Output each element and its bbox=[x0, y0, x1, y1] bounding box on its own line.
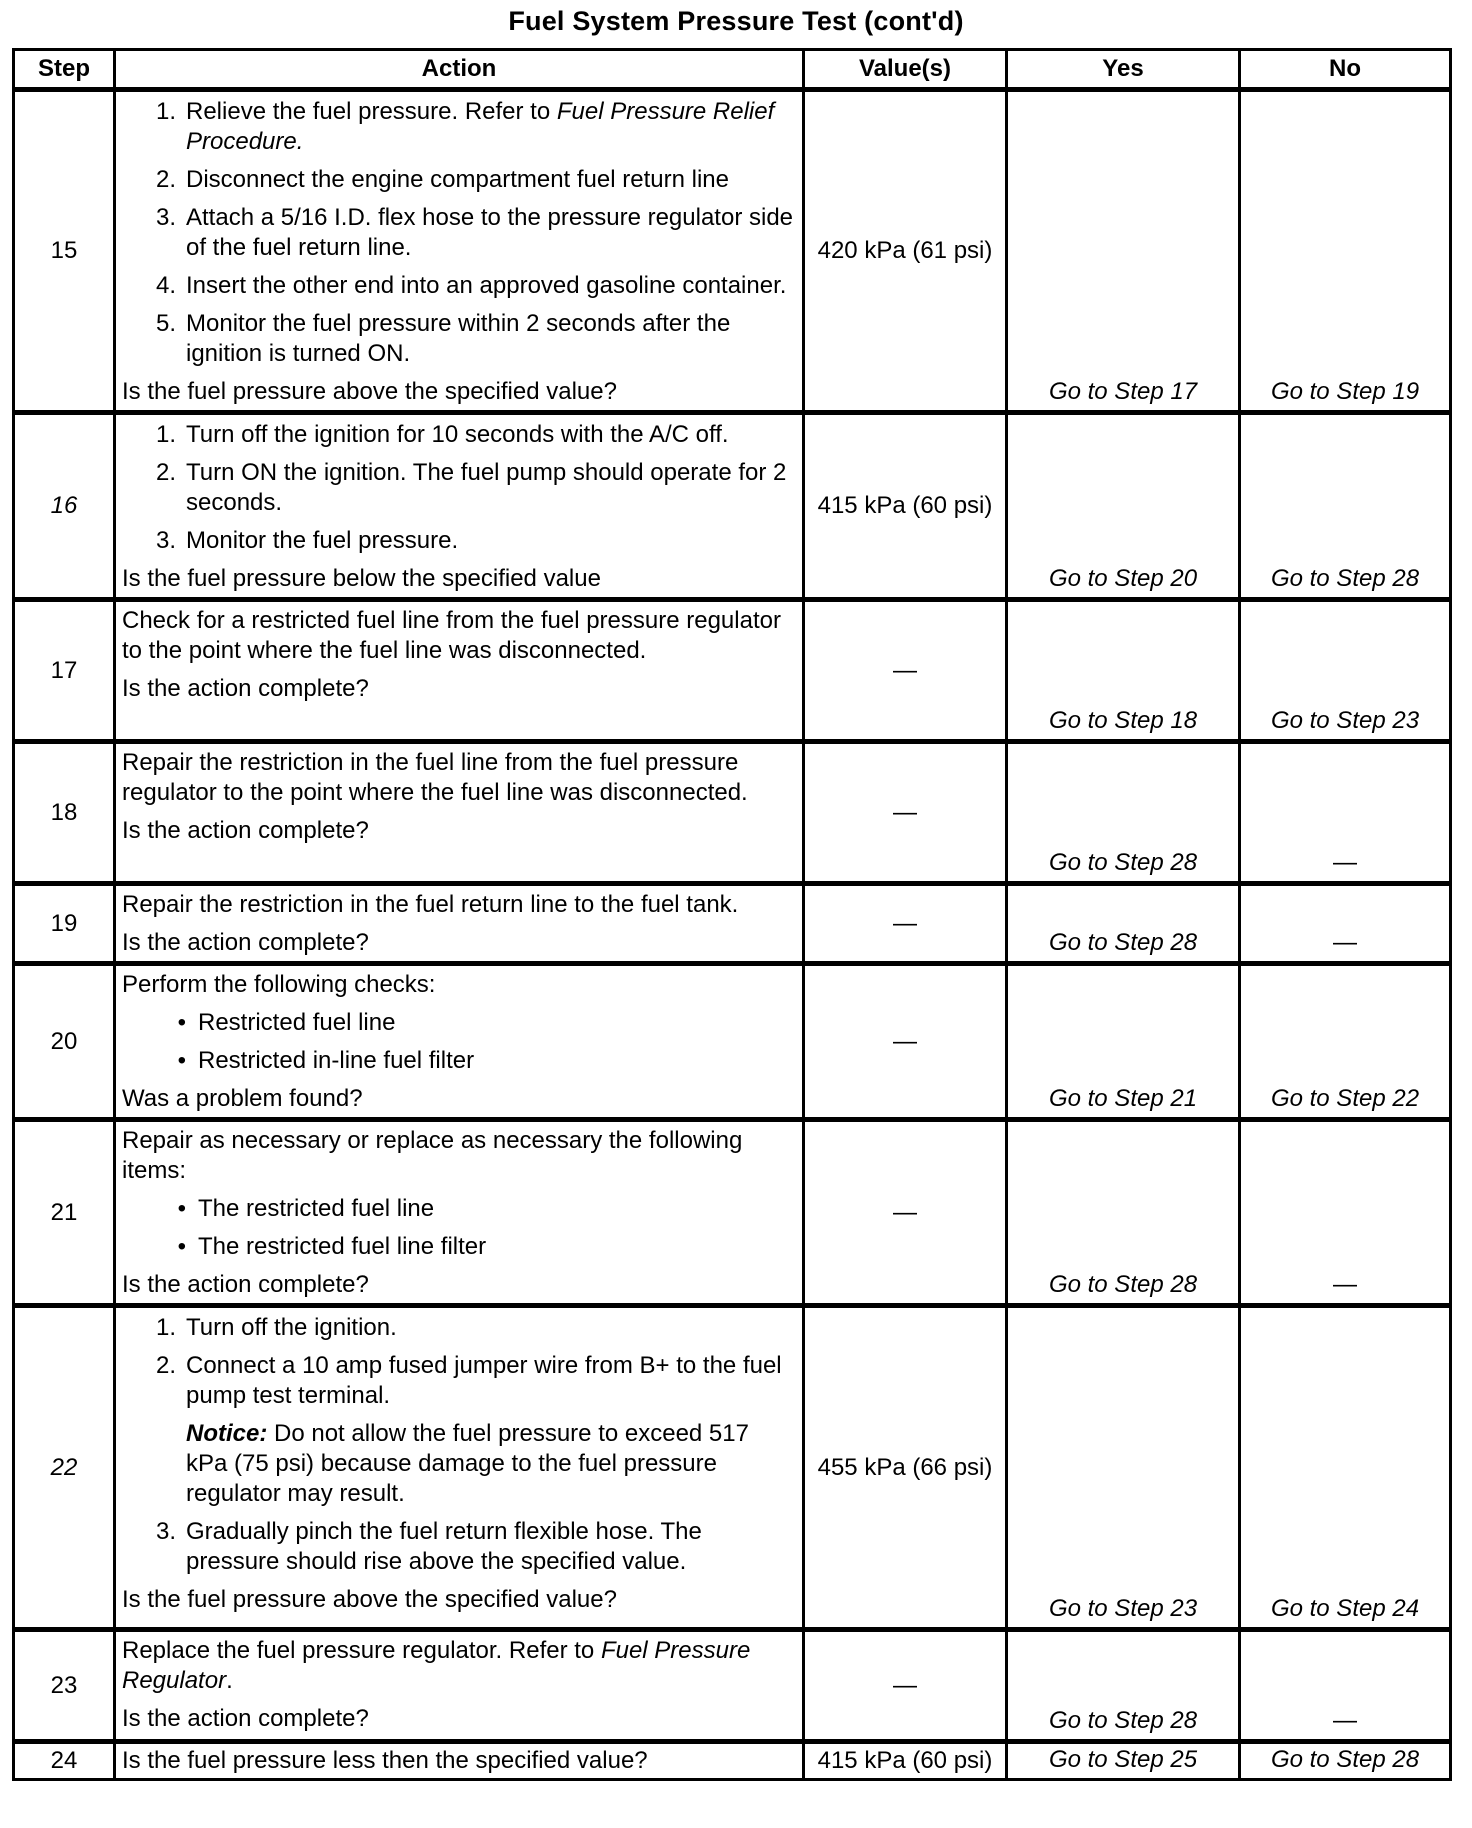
action-cell bbox=[115, 1630, 804, 1742]
step-number: 20 bbox=[14, 964, 115, 1120]
list-item: • The restricted fuel line bbox=[177, 1195, 435, 1222]
value-cell: 415 kPa (60 psi) bbox=[804, 1742, 1007, 1780]
action-cell bbox=[115, 90, 804, 413]
yes-cell: Go to Step 18 bbox=[1007, 600, 1240, 742]
no-cell: — bbox=[1240, 884, 1451, 964]
action-text: Check for a restricted fuel line from the fuel pressure regulator to the point where the fuel line was disconnected. bbox=[122, 607, 781, 664]
no-cell: Go to Step 28 bbox=[1240, 413, 1451, 600]
question: Is the action complete? bbox=[122, 675, 369, 702]
list-item: 1. Turn off the ignition. bbox=[155, 1314, 397, 1341]
list-item: 5. Monitor the fuel pressure within 2 seconds after the ignition is turned ON. bbox=[155, 310, 731, 367]
table-row bbox=[14, 742, 1451, 884]
no-cell: Go to Step 22 bbox=[1240, 964, 1451, 1120]
list-item: • The restricted fuel line filter bbox=[177, 1233, 487, 1260]
table-row bbox=[14, 600, 1451, 742]
no-cell: — bbox=[1240, 1630, 1451, 1742]
list-item: 2. Disconnect the engine compartment fuel return line bbox=[155, 166, 729, 193]
list-item: 2. Turn ON the ignition. The fuel pump should operate for 2 seconds. bbox=[155, 459, 787, 516]
table-row bbox=[14, 1306, 1451, 1630]
yes-cell: Go to Step 21 bbox=[1007, 964, 1240, 1120]
value-cell: — bbox=[804, 884, 1007, 964]
value-cell: — bbox=[804, 964, 1007, 1120]
question: Is the action complete? bbox=[122, 929, 369, 956]
table-row bbox=[14, 1120, 1451, 1306]
header-yes: Yes bbox=[1007, 50, 1240, 90]
step-number: 15 bbox=[14, 90, 115, 413]
header-value: Value(s) bbox=[804, 50, 1007, 90]
table-row bbox=[14, 1742, 1451, 1780]
value-cell: 420 kPa (61 psi) bbox=[804, 90, 1007, 413]
action-cell bbox=[115, 742, 804, 884]
question: Is the fuel pressure above the specified value? bbox=[122, 1586, 617, 1613]
yes-cell: Go to Step 25 bbox=[1007, 1742, 1240, 1780]
question: Is the action complete? bbox=[122, 817, 369, 844]
step-number: 19 bbox=[14, 884, 115, 964]
question: Was a problem found? bbox=[122, 1085, 363, 1112]
step-number: 23 bbox=[14, 1630, 115, 1742]
table-header-row bbox=[14, 50, 1451, 90]
list-item: • Restricted in-line fuel filter bbox=[177, 1047, 475, 1074]
no-cell: Go to Step 23 bbox=[1240, 600, 1451, 742]
question: Is the fuel pressure less then the specified value? bbox=[122, 1747, 648, 1774]
yes-cell: Go to Step 20 bbox=[1007, 413, 1240, 600]
list-item: 3. Attach a 5/16 I.D. flex hose to the pressure regulator side of the fuel return line. bbox=[155, 204, 794, 261]
yes-cell: Go to Step 28 bbox=[1007, 1120, 1240, 1306]
notice: Notice: Do not allow the fuel pressure to exceed 517 kPa (75 psi) because damage to the fuel pressure regulator may result. bbox=[186, 1420, 749, 1507]
value-cell: — bbox=[804, 742, 1007, 884]
yes-cell: Go to Step 28 bbox=[1007, 884, 1240, 964]
step-number: 24 bbox=[14, 1742, 115, 1780]
step-number: 16 bbox=[14, 413, 115, 600]
list-item: 1. Turn off the ignition for 10 seconds with the A/C off. bbox=[155, 421, 729, 448]
header-step: Step bbox=[14, 50, 115, 90]
action-cell bbox=[115, 600, 804, 742]
action-cell bbox=[115, 1742, 804, 1780]
value-cell: 415 kPa (60 psi) bbox=[804, 413, 1007, 600]
question: Is the action complete? bbox=[122, 1705, 369, 1732]
question: Is the fuel pressure above the specified value? bbox=[122, 378, 617, 405]
yes-cell: Go to Step 28 bbox=[1007, 1630, 1240, 1742]
list-item: 1. Relieve the fuel pressure. Refer to Fuel Pressure Relief Procedure. bbox=[155, 98, 775, 155]
action-cell bbox=[115, 1120, 804, 1306]
action-cell bbox=[115, 964, 804, 1120]
table-row bbox=[14, 884, 1451, 964]
action-cell bbox=[115, 413, 804, 600]
action-cell bbox=[115, 884, 804, 964]
list-item: 2. Connect a 10 amp fused jumper wire from B+ to the fuel pump test terminal. bbox=[155, 1352, 782, 1409]
value-cell: — bbox=[804, 600, 1007, 742]
yes-cell: Go to Step 28 bbox=[1007, 742, 1240, 884]
table-row bbox=[14, 1630, 1451, 1742]
table-row bbox=[14, 413, 1451, 600]
list-item: 3. Gradually pinch the fuel return flexible hose. The pressure should rise above the specified value. bbox=[155, 1518, 702, 1575]
question: Is the fuel pressure below the specified value bbox=[122, 565, 601, 592]
step-number: 18 bbox=[14, 742, 115, 884]
no-cell: Go to Step 28 bbox=[1240, 1742, 1451, 1780]
step-number: 21 bbox=[14, 1120, 115, 1306]
action-text: Replace the fuel pressure regulator. Refer to Fuel Pressure Regulator. bbox=[122, 1637, 751, 1694]
no-cell: Go to Step 24 bbox=[1240, 1306, 1451, 1630]
list-item: 4. Insert the other end into an approved gasoline container. bbox=[155, 272, 787, 299]
action-text: Perform the following checks: bbox=[122, 971, 436, 998]
value-cell: 455 kPa (66 psi) bbox=[804, 1306, 1007, 1630]
yes-cell: Go to Step 23 bbox=[1007, 1306, 1240, 1630]
step-number: 17 bbox=[14, 600, 115, 742]
value-cell: — bbox=[804, 1630, 1007, 1742]
no-cell: — bbox=[1240, 1120, 1451, 1306]
header-no: No bbox=[1240, 50, 1451, 90]
no-cell: Go to Step 19 bbox=[1240, 90, 1451, 413]
question: Is the action complete? bbox=[122, 1271, 369, 1298]
value-cell: — bbox=[804, 1120, 1007, 1306]
action-cell bbox=[115, 1306, 804, 1630]
list-item: • Restricted fuel line bbox=[177, 1009, 396, 1036]
table-row bbox=[14, 90, 1451, 413]
pressure-test-table bbox=[12, 48, 1452, 1781]
table-row bbox=[14, 964, 1451, 1120]
action-text: Repair as necessary or replace as necessary the following items: bbox=[122, 1127, 743, 1184]
page-title: Fuel System Pressure Test (cont'd) bbox=[508, 6, 964, 36]
header-action: Action bbox=[115, 50, 804, 90]
action-text: Repair the restriction in the fuel return line to the fuel tank. bbox=[122, 891, 739, 918]
no-cell: — bbox=[1240, 742, 1451, 884]
list-item: 3. Monitor the fuel pressure. bbox=[155, 527, 459, 554]
yes-cell: Go to Step 17 bbox=[1007, 90, 1240, 413]
action-text: Repair the restriction in the fuel line from the fuel pressure regulator to the point where the fuel line was disconnected. bbox=[122, 749, 748, 806]
step-number: 22 bbox=[14, 1306, 115, 1630]
